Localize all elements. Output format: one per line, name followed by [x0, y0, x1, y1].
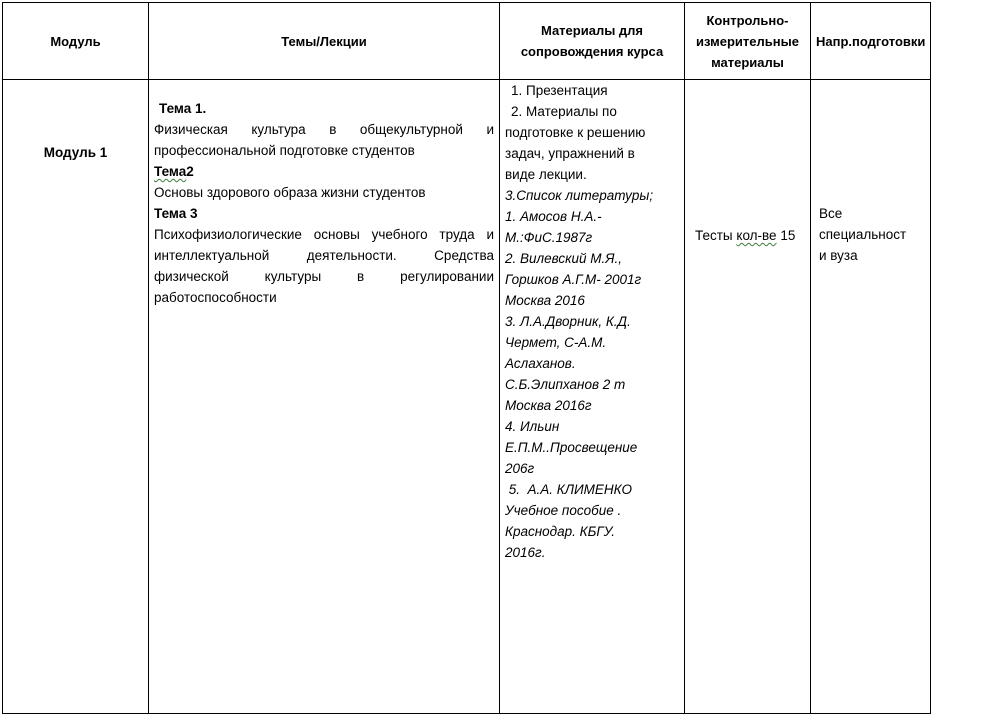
tests-text-b: кол-ве: [736, 228, 777, 243]
lit-5-line3: Краснодар. КБГУ.: [505, 524, 616, 539]
tema2-description: Основы здорового образа жизни студентов: [154, 185, 426, 200]
tests-text-c: 15: [776, 228, 796, 243]
material-presentation: 1. Презентация: [511, 83, 608, 98]
audience-line3: и вуза: [819, 248, 858, 263]
module-cell: Модуль 1: [3, 80, 149, 714]
lit-3-line3: Аслаханов.: [505, 356, 576, 371]
tema2-title: [154, 161, 494, 182]
lit-5-line1: 5. А.А. КЛИМЕНКО: [505, 482, 632, 497]
material-2-line2: подготовке к решению: [505, 125, 646, 140]
topics-cell: [149, 80, 500, 714]
header-row: [3, 3, 931, 80]
tema2-title-number: 2: [186, 164, 194, 179]
course-table: [2, 2, 931, 714]
lit-5-line2: Учебное пособие .: [505, 503, 622, 518]
material-2-line3: задач, упражнений в: [505, 146, 635, 161]
lit-4-line1: 4. Ильин: [505, 419, 560, 434]
tema3-title: Тема 3: [154, 206, 198, 221]
lit-2-line1: 2. Вилевский М.Я.,: [505, 251, 622, 266]
lit-4-line2: Е.П.М..Просвещение: [505, 440, 638, 455]
audience-cell: [811, 80, 931, 714]
lit-3-line2: Чермет, С-А.М.: [505, 335, 607, 350]
tests-cell: [685, 80, 811, 714]
audience-line1: Все: [819, 206, 843, 221]
header-topics: Темы/Лекции: [149, 3, 500, 80]
tema2-title-word: Тема: [154, 164, 187, 179]
tema3-description: Психофизиологические основы учебного труда и интеллектуальной деятельности. Средства физической культуры в регулировании работоспособности: [154, 227, 494, 305]
lit-2-line3: Москва 2016: [505, 293, 585, 308]
lit-3-line4: С.Б.Элипханов 2 т: [505, 377, 626, 392]
header-direction-text: Напр.подготовки: [816, 33, 926, 49]
materials-cell: [500, 80, 685, 714]
material-2-line1: 2. Материалы по: [511, 104, 617, 119]
header-materials: Материалы для сопровождения курса: [500, 3, 685, 80]
lit-5-line4: 2016г.: [505, 545, 546, 560]
material-2-line4: виде лекции.: [505, 167, 587, 182]
module-row: [3, 80, 931, 714]
header-direction: [811, 3, 931, 80]
tema1-title: Тема 1.: [159, 101, 207, 116]
lit-1-line2: М.:ФиС.1987г: [505, 230, 593, 245]
lit-3-line1: 3. Л.А.Дворник, К.Д.: [505, 314, 631, 329]
lit-2-line2: Горшков А.Г.М- 2001г: [505, 272, 642, 287]
literature-heading: 3.Список литературы;: [505, 188, 654, 203]
lit-4-line3: 206г: [505, 461, 535, 476]
audience-line2: специальност: [819, 227, 907, 242]
header-control-materials: Контрольно-измерительные материалы: [685, 3, 811, 80]
tests-text-a: Тесты: [695, 228, 737, 243]
lit-1-line1: 1. Амосов Н.А.-: [505, 209, 602, 224]
lit-3-line5: Москва 2016г: [505, 398, 592, 413]
header-module: Модуль: [3, 3, 149, 80]
tema1-description: Физическая культура в общекультурной и профессиональной подготовке студентов: [154, 122, 494, 158]
